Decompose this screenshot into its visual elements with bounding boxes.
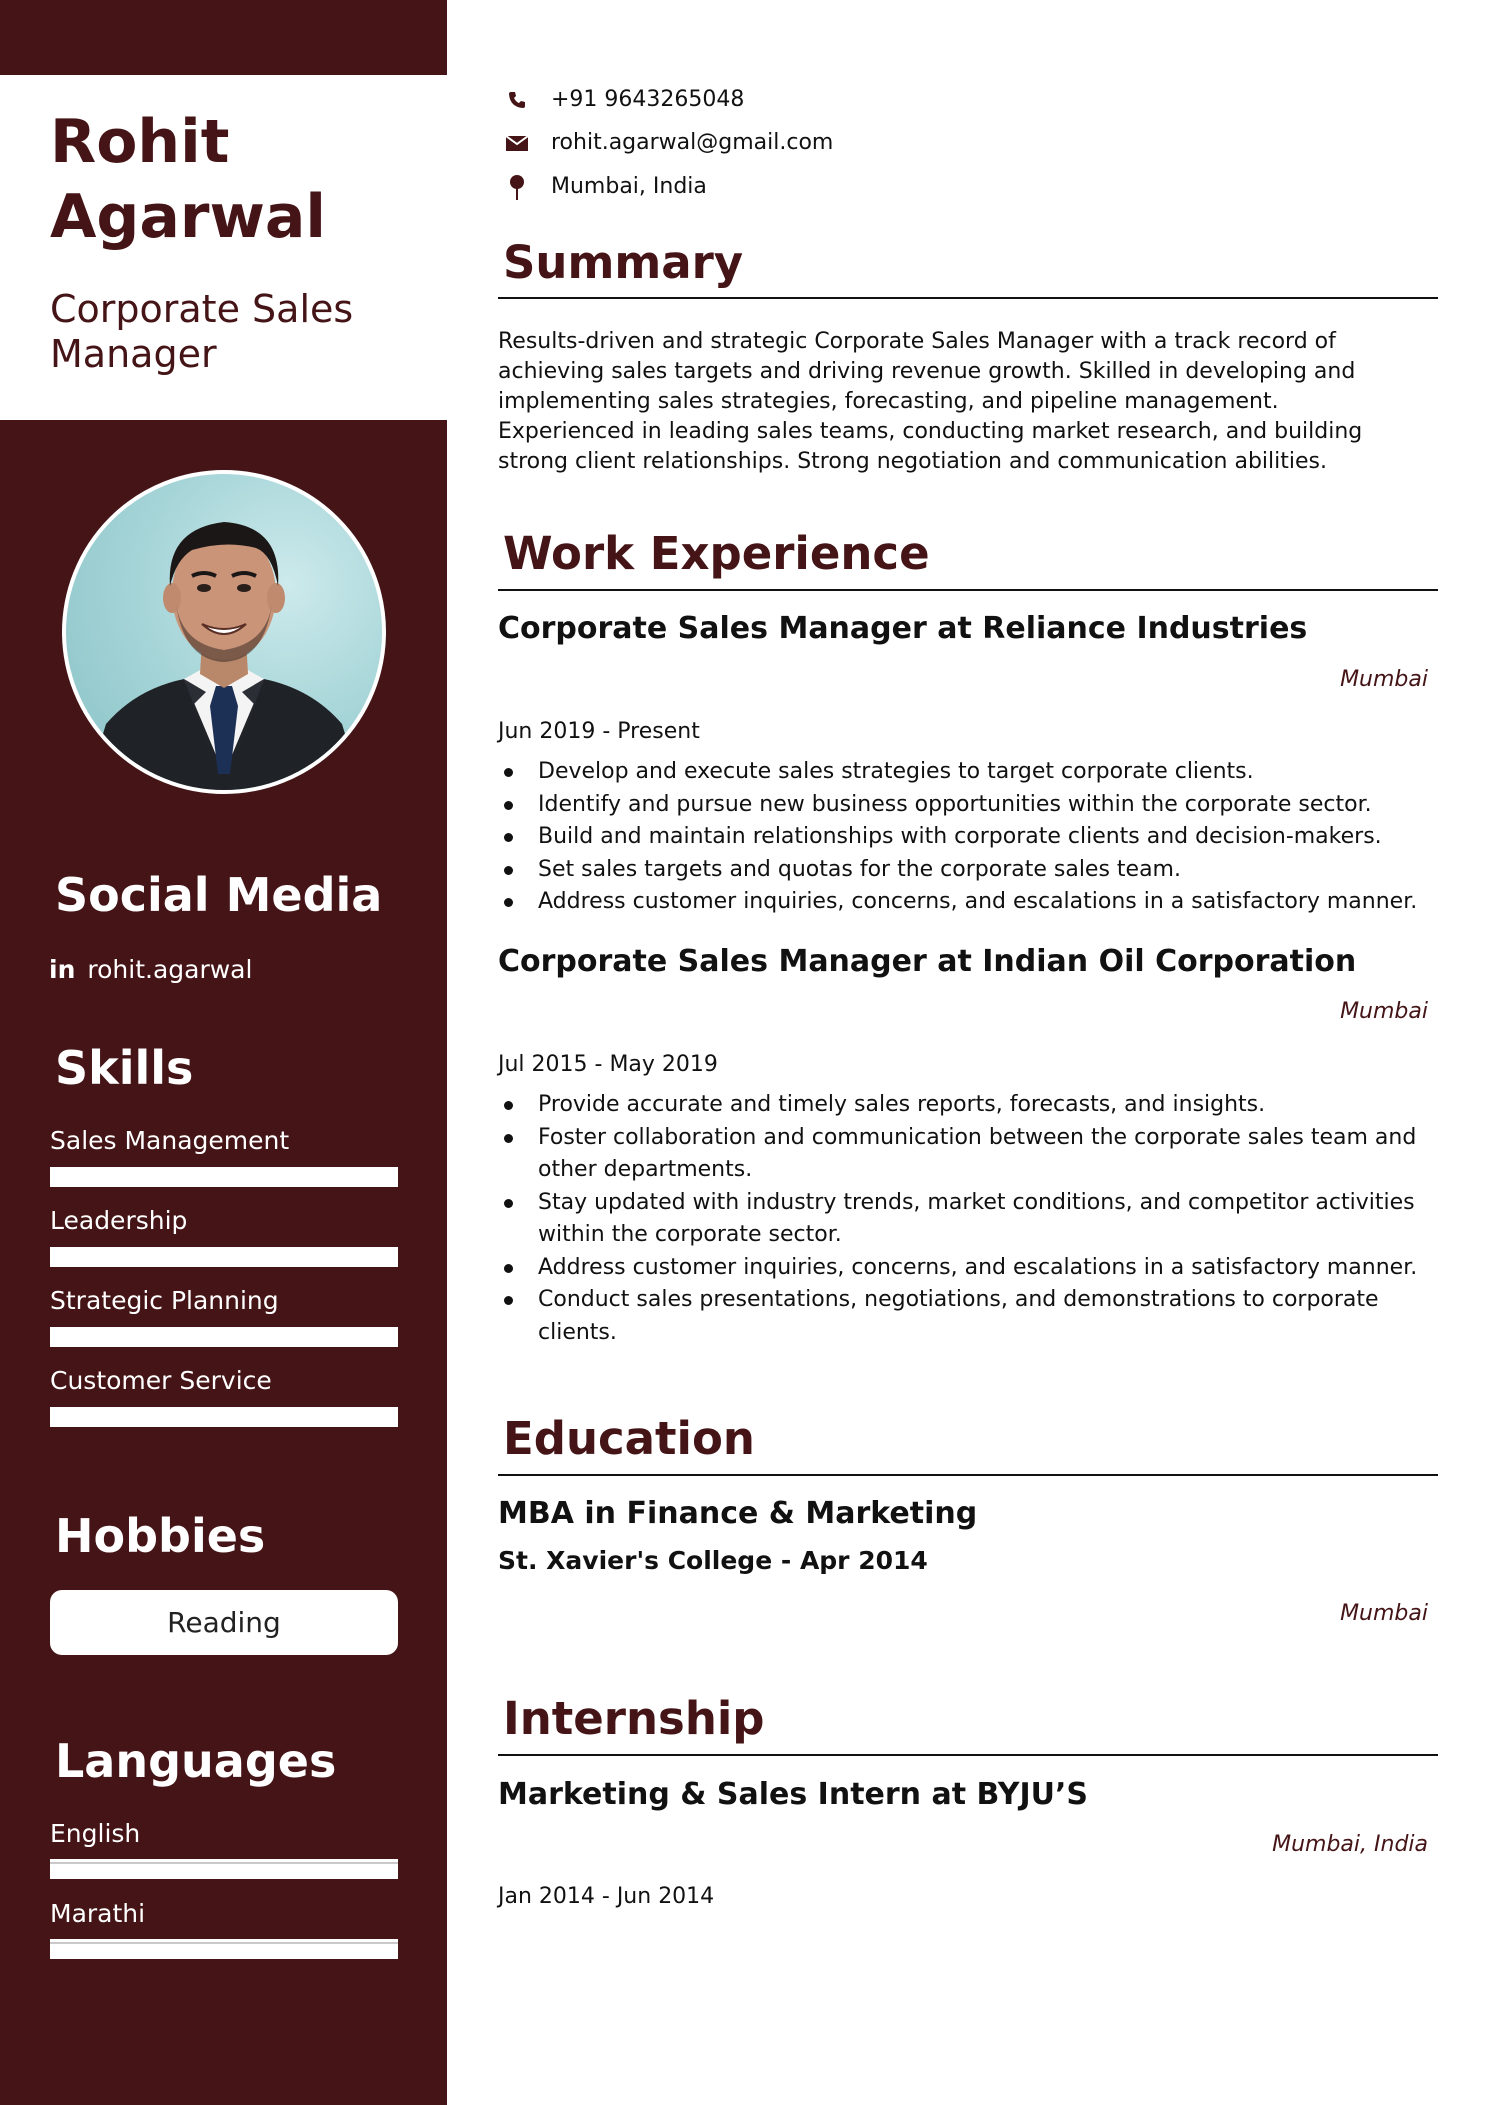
sidebar-top-band (0, 0, 447, 75)
internship-dates: Jan 2014 - Jun 2014 (498, 1884, 715, 1909)
internship-location: Mumbai, India (1272, 1832, 1428, 1857)
skill-bar (50, 1167, 398, 1187)
summary-heading: Summary (503, 236, 744, 289)
language-bar (50, 1939, 398, 1959)
job-title-line-1: Corporate Sales (50, 287, 354, 331)
phone-icon (505, 88, 529, 112)
name-block (0, 75, 447, 420)
education-heading: Education (503, 1412, 755, 1465)
section-divider (498, 1474, 1438, 1476)
skill-label: Strategic Planning (50, 1286, 279, 1315)
location-text: Mumbai, India (551, 174, 707, 199)
phone-row[interactable] (505, 87, 744, 112)
first-name: Rohit (50, 107, 230, 177)
education-location: Mumbai (1340, 1601, 1428, 1626)
skill-label: Sales Management (50, 1126, 290, 1155)
section-divider (498, 589, 1438, 591)
job-responsibilities (498, 756, 1443, 919)
job-responsibilities (498, 1089, 1443, 1349)
last-name: Agarwal (50, 182, 326, 252)
email-icon (505, 131, 529, 155)
skill-label: Leadership (50, 1206, 188, 1235)
section-divider (498, 1754, 1438, 1756)
job-title: Corporate Sales Manager at Reliance Industries (498, 611, 1308, 646)
job-title-line-2: Manager (50, 332, 217, 376)
linkedin-handle: rohit.agarwal (87, 955, 253, 984)
list-item: Set sales targets and quotas for the corporate sales team. (498, 854, 1443, 887)
profile-photo-illustration (66, 474, 382, 790)
skill-bar (50, 1327, 398, 1347)
linkedin-icon: in (49, 955, 76, 984)
job-location: Mumbai (1340, 999, 1428, 1024)
skill-bar (50, 1407, 398, 1427)
email-address: rohit.agarwal@gmail.com (551, 130, 834, 155)
job-title (50, 287, 430, 377)
list-item: Identify and pursue new business opportunities within the corporate sector. (498, 789, 1443, 822)
map-pin-icon (505, 175, 529, 199)
list-item: Build and maintain relationships with corporate clients and decision-makers. (498, 821, 1443, 854)
skill-label: Customer Service (50, 1366, 272, 1395)
social-media-heading: Social Media (55, 868, 383, 922)
summary-text: Results-driven and strategic Corporate Sales Manager with a track record of achieving sales targets and driving revenue growth. Skilled in developing and implementing sales strategies, forecasting, and pipeline management. Experienced in leading sales teams, conducting market research, and building strong client relationships. Strong negotiation and communication abilities. (498, 329, 1363, 474)
skill-bar (50, 1247, 398, 1267)
language-label: English (50, 1819, 141, 1848)
job-location: Mumbai (1340, 667, 1428, 692)
internship-title: Marketing & Sales Intern at BYJU’S (498, 1777, 1088, 1812)
hobbies-heading: Hobbies (55, 1509, 266, 1563)
list-item: Address customer inquiries, concerns, and escalations in a satisfactory manner. (498, 886, 1443, 919)
language-label: Marathi (50, 1899, 146, 1928)
phone-number: +91 9643265048 (551, 87, 745, 112)
list-item: Address customer inquiries, concerns, and escalations in a satisfactory manner. (498, 1252, 1443, 1285)
work-experience-heading: Work Experience (503, 527, 930, 580)
job-dates: Jun 2019 - Present (498, 719, 700, 744)
location-row (505, 174, 707, 199)
profile-photo (62, 470, 386, 794)
language-bar (50, 1859, 398, 1879)
skills-heading: Skills (55, 1041, 194, 1095)
job-title: Corporate Sales Manager at Indian Oil Corporation (498, 944, 1357, 979)
school-and-date: St. Xavier's College - Apr 2014 (498, 1546, 928, 1575)
email-row[interactable] (505, 130, 833, 155)
sidebar (0, 0, 447, 2105)
list-item: Foster collaboration and communication between the corporate sales team and other departments. (498, 1122, 1443, 1187)
hobby-pill: Reading (50, 1590, 398, 1655)
list-item: Conduct sales presentations, negotiations, and demonstrations to corporate clients. (498, 1284, 1443, 1349)
linkedin-link[interactable] (49, 955, 252, 984)
list-item: Stay updated with industry trends, market conditions, and competitor activities within the corporate sector. (498, 1187, 1443, 1252)
list-item: Provide accurate and timely sales reports, forecasts, and insights. (498, 1089, 1443, 1122)
degree-title: MBA in Finance & Marketing (498, 1496, 978, 1531)
internship-heading: Internship (503, 1692, 765, 1745)
job-dates: Jul 2015 - May 2019 (498, 1052, 718, 1077)
languages-heading: Languages (55, 1734, 337, 1788)
section-divider (498, 297, 1438, 299)
list-item: Develop and execute sales strategies to target corporate clients. (498, 756, 1443, 789)
